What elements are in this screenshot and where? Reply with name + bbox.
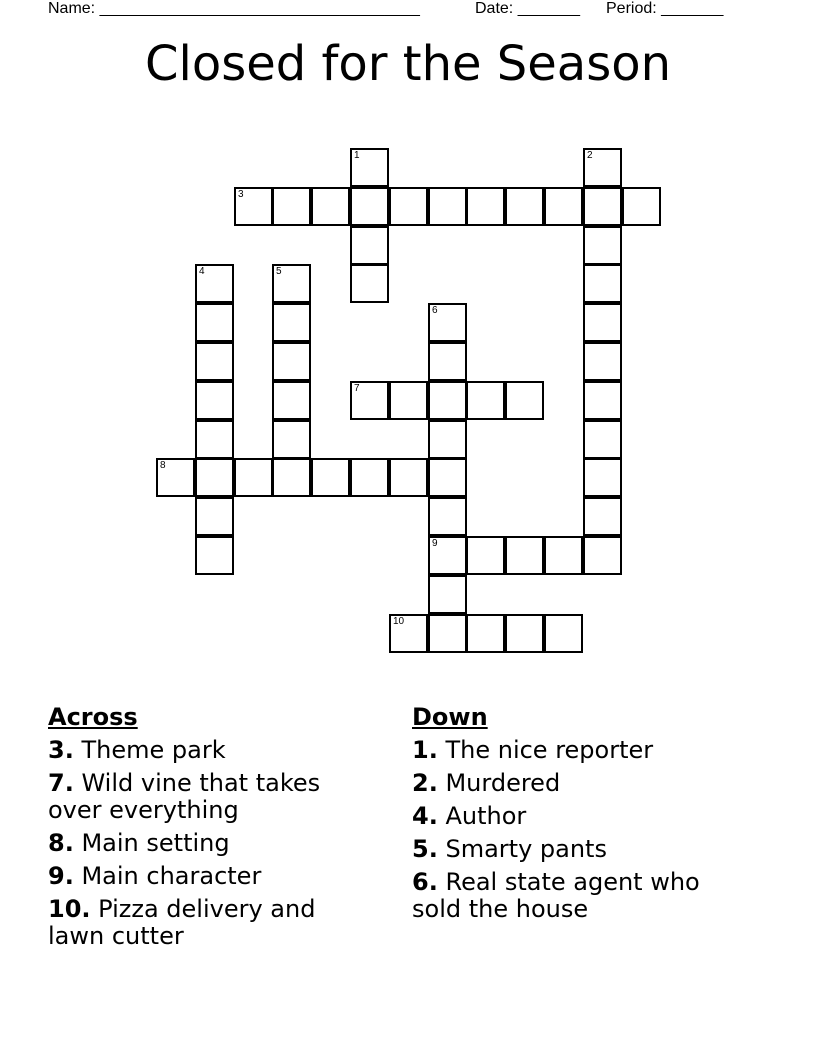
crossword-cell[interactable]: [350, 187, 389, 226]
clue-number: 10.: [48, 895, 91, 923]
crossword-cell[interactable]: [583, 187, 622, 226]
crossword-cell[interactable]: [544, 536, 583, 575]
crossword-cell[interactable]: [505, 187, 544, 226]
crossword-cell[interactable]: [583, 226, 622, 265]
crossword-cell[interactable]: [505, 614, 544, 653]
crossword-cell[interactable]: [195, 458, 234, 497]
clue-text: Author: [445, 802, 527, 830]
crossword-cell[interactable]: [583, 536, 622, 575]
down-clues: [412, 700, 752, 929]
clue-number: 9.: [48, 862, 74, 890]
crossword-cell[interactable]: [195, 497, 234, 536]
clue-down-2: [412, 770, 752, 797]
crossword-cell[interactable]: [544, 614, 583, 653]
clue-down-5: [412, 836, 752, 863]
clue-number: 5.: [412, 835, 438, 863]
crossword-cell[interactable]: [583, 303, 622, 342]
clue-text: Main setting: [81, 829, 230, 857]
cell-number: 1: [354, 150, 360, 161]
crossword-cell[interactable]: [234, 187, 273, 226]
crossword-cell[interactable]: [583, 264, 622, 303]
crossword-cell[interactable]: [428, 575, 467, 614]
clue-across-7: [48, 770, 368, 824]
crossword-cell[interactable]: [466, 536, 505, 575]
crossword-cell[interactable]: [195, 264, 234, 303]
crossword-cell[interactable]: [583, 458, 622, 497]
clue-text: Main character: [81, 862, 262, 890]
crossword-cell[interactable]: [583, 497, 622, 536]
crossword-cell[interactable]: [583, 148, 622, 187]
crossword-cell[interactable]: [583, 420, 622, 459]
clue-number: 2.: [412, 769, 438, 797]
cell-number: 7: [354, 383, 360, 394]
crossword-cell[interactable]: [272, 420, 311, 459]
clue-text: Pizza delivery and lawn cutter: [48, 895, 316, 950]
crossword-cell[interactable]: [428, 497, 467, 536]
crossword-cell[interactable]: [389, 381, 428, 420]
cell-number: 6: [432, 305, 438, 316]
crossword-cell[interactable]: [466, 381, 505, 420]
crossword-cell[interactable]: [428, 420, 467, 459]
cell-number: 2: [587, 150, 593, 161]
clue-text: Murdered: [445, 769, 561, 797]
clue-text: Real state agent who sold the house: [412, 868, 700, 923]
clue-across-10: [48, 896, 368, 950]
crossword-cell[interactable]: [428, 614, 467, 653]
clue-number: 4.: [412, 802, 438, 830]
crossword-cell[interactable]: [272, 342, 311, 381]
crossword-cell[interactable]: [428, 458, 467, 497]
crossword-cell[interactable]: [389, 458, 428, 497]
crossword-cell[interactable]: [428, 342, 467, 381]
crossword-cell[interactable]: [195, 420, 234, 459]
crossword-cell[interactable]: [350, 148, 389, 187]
cell-number: 8: [160, 460, 166, 471]
crossword-cell[interactable]: [428, 187, 467, 226]
cell-number: 5: [276, 266, 282, 277]
clue-number: 3.: [48, 736, 74, 764]
clue-text: The nice reporter: [445, 736, 654, 764]
crossword-cell[interactable]: [466, 187, 505, 226]
crossword-cell[interactable]: [466, 614, 505, 653]
crossword-cell[interactable]: [583, 342, 622, 381]
crossword-cell[interactable]: [350, 458, 389, 497]
crossword-cell[interactable]: [389, 614, 428, 653]
crossword-cell[interactable]: [234, 458, 273, 497]
crossword-cell[interactable]: [311, 187, 350, 226]
crossword-cell[interactable]: [428, 381, 467, 420]
crossword-cell[interactable]: [195, 303, 234, 342]
clue-text: Wild vine that takes over everything: [48, 769, 321, 824]
clue-number: 6.: [412, 868, 438, 896]
clue-across-3: [48, 737, 368, 764]
clue-across-9: [48, 863, 368, 890]
clue-text: Smarty pants: [445, 835, 607, 863]
down-heading: Down: [412, 703, 488, 731]
across-clues: [48, 700, 368, 956]
crossword-cell[interactable]: [505, 536, 544, 575]
crossword-cell[interactable]: [272, 187, 311, 226]
crossword-cell[interactable]: [272, 381, 311, 420]
clue-text: Theme park: [81, 736, 226, 764]
name-field[interactable]: Name: ____________________________________: [48, 0, 420, 17]
crossword-cell[interactable]: [272, 264, 311, 303]
crossword-cell[interactable]: [350, 264, 389, 303]
clue-across-8: [48, 830, 368, 857]
crossword-cell[interactable]: [505, 381, 544, 420]
cell-number: 9: [432, 538, 438, 549]
crossword-cell[interactable]: [622, 187, 661, 226]
cell-number: 4: [199, 266, 205, 277]
crossword-cell[interactable]: [389, 187, 428, 226]
crossword-cell[interactable]: [350, 381, 389, 420]
page-title: Closed for the Season: [145, 36, 671, 92]
crossword-cell[interactable]: [272, 303, 311, 342]
cell-number: 3: [238, 189, 244, 200]
crossword-cell[interactable]: [544, 187, 583, 226]
crossword-cell[interactable]: [428, 536, 467, 575]
clue-number: 1.: [412, 736, 438, 764]
crossword-cell[interactable]: [350, 226, 389, 265]
crossword-cell[interactable]: [195, 342, 234, 381]
clue-number: 8.: [48, 829, 74, 857]
period-field[interactable]: Period: _______: [606, 0, 724, 17]
crossword-cell[interactable]: [156, 458, 195, 497]
crossword-cell[interactable]: [428, 303, 467, 342]
clue-down-6: [412, 869, 752, 923]
crossword-cell[interactable]: [583, 381, 622, 420]
crossword-cell[interactable]: [195, 381, 234, 420]
crossword-cell[interactable]: [311, 458, 350, 497]
clue-down-1: [412, 737, 752, 764]
crossword-cell[interactable]: [272, 458, 311, 497]
clue-number: 7.: [48, 769, 74, 797]
cell-number: 10: [393, 616, 405, 627]
across-heading: Across: [48, 703, 138, 731]
clue-down-4: [412, 803, 752, 830]
date-field[interactable]: Date: _______: [475, 0, 580, 17]
crossword-cell[interactable]: [195, 536, 234, 575]
